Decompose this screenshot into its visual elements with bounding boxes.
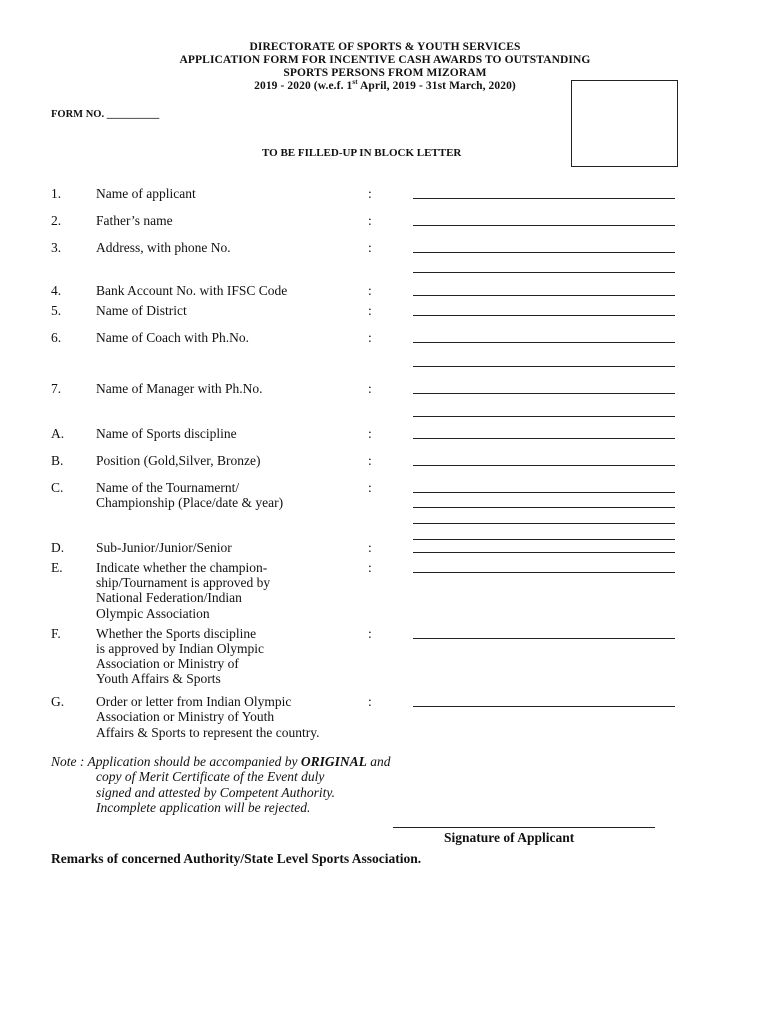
field-label-address: Address, with phone No. — [96, 240, 231, 255]
field-colon: : — [368, 213, 372, 228]
note-text-2: copy of Merit Certificate of the Event duly — [96, 769, 325, 784]
field-number: D. — [51, 540, 65, 555]
field-number: 3. — [51, 240, 62, 255]
field-label-manager: Name of Manager with Ph.No. — [96, 381, 263, 396]
field-label-order-3: Affairs & Sports to represent the country. — [96, 725, 320, 740]
father-input-line[interactable] — [413, 225, 675, 226]
field-label-federation: Indicate whether the champion- — [96, 560, 268, 575]
field-label-district: Name of District — [96, 303, 187, 318]
note-text-3: signed and attested by Competent Authority. — [96, 785, 335, 800]
bank-input-line[interactable] — [413, 295, 675, 296]
field-colon: : — [368, 240, 372, 255]
field-colon: : — [368, 303, 372, 318]
header-subtitle-2: SPORTS PERSONS FROM MIZORAM — [283, 67, 487, 79]
form-number: FORM NO. __________ — [51, 109, 160, 120]
remarks-heading: Remarks of concerned Authority/State Level Sports Association. — [51, 851, 422, 866]
tournament-input-line-4[interactable] — [413, 539, 675, 540]
approval-input-line[interactable] — [413, 638, 675, 639]
photo-box — [571, 80, 678, 167]
address-input-line[interactable] — [413, 252, 675, 253]
address-input-line-2[interactable] — [413, 272, 675, 273]
field-label-order: Order or letter from Indian Olympic — [96, 694, 292, 709]
field-colon: : — [368, 186, 372, 201]
field-colon: : — [368, 453, 372, 468]
field-label-order-2: Association or Ministry of Youth — [96, 709, 275, 724]
block-letter-instruction: TO BE FILLED-UP IN BLOCK LETTER — [262, 147, 462, 159]
field-colon: : — [368, 560, 372, 575]
federation-input-line[interactable] — [413, 572, 675, 573]
field-number: 4. — [51, 283, 62, 298]
field-label-tournament: Name of the Tournamernt/ — [96, 480, 240, 495]
tournament-input-line-2[interactable] — [413, 507, 675, 508]
field-colon: : — [368, 694, 372, 709]
field-number: E. — [51, 560, 63, 575]
field-number: G. — [51, 694, 65, 709]
signature-line[interactable] — [393, 827, 655, 828]
field-colon: : — [368, 330, 372, 345]
field-label-federation-4: Olympic Association — [96, 606, 210, 621]
discipline-input-line[interactable] — [413, 438, 675, 439]
field-label-approval-4: Youth Affairs & Sports — [96, 671, 221, 686]
header-subtitle: APPLICATION FORM FOR INCENTIVE CASH AWARDS TO OUTSTANDING — [179, 54, 591, 66]
position-input-line[interactable] — [413, 465, 675, 466]
manager-input-line-2[interactable] — [413, 416, 675, 417]
field-number: 5. — [51, 303, 62, 318]
field-label-federation-3: National Federation/Indian — [96, 590, 242, 605]
field-label-discipline: Name of Sports discipline — [96, 426, 237, 441]
district-input-line[interactable] — [413, 315, 675, 316]
field-label-coach: Name of Coach with Ph.No. — [96, 330, 249, 345]
field-number: F. — [51, 626, 61, 641]
note-text-4: Incomplete application will be rejected. — [96, 800, 311, 815]
field-colon: : — [368, 540, 372, 555]
note-text: Note : Application should be accompanied by ORIGINAL and — [51, 754, 391, 769]
field-label-approval-3: Association or Ministry of — [96, 656, 239, 671]
field-label-approval: Whether the Sports discipline — [96, 626, 257, 641]
field-colon: : — [368, 480, 372, 495]
order-input-line[interactable] — [413, 706, 675, 707]
signature-label: Signature of Applicant — [444, 830, 575, 845]
field-label-approval-2: is approved by Indian Olympic — [96, 641, 264, 656]
coach-input-line-2[interactable] — [413, 366, 675, 367]
field-number: 2. — [51, 213, 62, 228]
field-number: B. — [51, 453, 64, 468]
field-label-category: Sub-Junior/Junior/Senior — [96, 540, 232, 555]
field-colon: : — [368, 626, 372, 641]
tournament-input-line-3[interactable] — [413, 523, 675, 524]
field-colon: : — [368, 426, 372, 441]
field-number: A. — [51, 426, 65, 441]
field-label-bank: Bank Account No. with IFSC Code — [96, 283, 288, 298]
field-label-father: Father’s name — [96, 213, 173, 228]
field-label-tournament-2: Championship (Place/date & year) — [96, 495, 284, 510]
header-period: 2019 - 2020 (w.e.f. 1st April, 2019 - 31st March, 2020) — [254, 78, 516, 92]
field-number: C. — [51, 480, 64, 495]
header-title: DIRECTORATE OF SPORTS & YOUTH SERVICES — [249, 41, 521, 53]
name-input-line[interactable] — [413, 198, 675, 199]
field-number: 6. — [51, 330, 62, 345]
field-label-federation-2: ship/Tournament is approved by — [96, 575, 271, 590]
field-label-name: Name of applicant — [96, 186, 196, 201]
coach-input-line[interactable] — [413, 342, 675, 343]
field-colon: : — [368, 381, 372, 396]
field-label-position: Position (Gold,Silver, Bronze) — [96, 453, 261, 468]
field-number: 7. — [51, 381, 62, 396]
field-colon: : — [368, 283, 372, 298]
category-input-line[interactable] — [413, 552, 675, 553]
manager-input-line[interactable] — [413, 393, 675, 394]
tournament-input-line[interactable] — [413, 492, 675, 493]
field-number: 1. — [51, 186, 62, 201]
